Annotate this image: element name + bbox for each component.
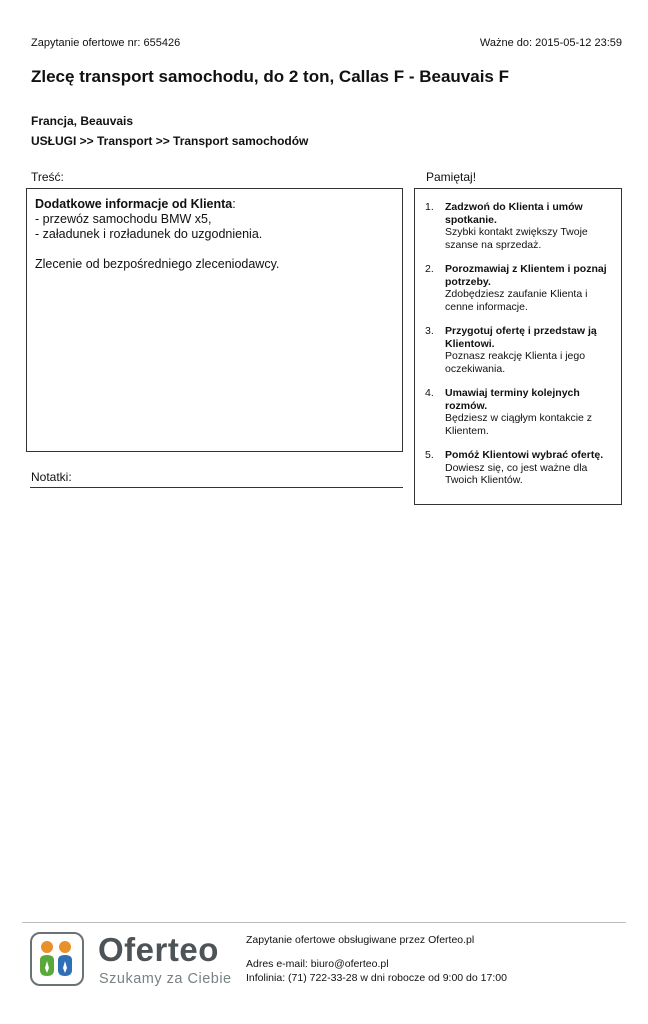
tip-number: 2. [425,263,434,275]
tip-item [425,387,611,437]
breadcrumb: USŁUGI >> Transport >> Transport samochodów [31,134,309,148]
tip-text: Dowiesz się, co jest ważne dla Twoich Klientów. [445,461,588,486]
tip-item [425,325,611,375]
request-number: Zapytanie ofertowe nr: 655426 [31,37,181,49]
page-title: Zlecę transport samochodu, do 2 ton, Callas F - Beauvais F [31,67,509,86]
tip-text: Szybki kontakt zwiększy Twoje szanse na sprzedaż. [445,226,588,251]
tip-number: 3. [425,325,434,337]
oferteo-logo [30,932,236,992]
content-heading-suffix: : [232,197,236,211]
tip-title: Przygotuj ofertę i przedstaw ją Klientowi. [445,325,597,350]
tip-text: Będziesz w ciągłym kontakcie z Klientem. [445,412,593,437]
tip-number: 4. [425,387,434,399]
content-note: Zlecenie od bezpośredniego zleceniodawcy. [35,257,280,271]
logo-tagline: Szukamy za Ciebie [99,971,232,987]
logo-people-icon [30,932,84,986]
content-heading: Dodatkowe informacje od Klienta [35,197,233,211]
tip-title: Zadzwoń do Klienta i umów spotkanie. [445,201,583,226]
tip-title: Porozmawiaj z Klientem i poznaj potrzeby. [445,263,607,288]
tip-item [425,449,611,487]
footer-hotline: Infolinia: (71) 722-33-28 w dni robocze od 9:00 do 17:00 [246,972,507,984]
tip-title: Pomóż Klientowi wybrać ofertę. [445,449,604,461]
content-label: Treść: [31,170,64,184]
tip-text: Zdobędziesz zaufanie Klienta i cenne informacje. [445,288,588,313]
tip-number: 1. [425,201,434,213]
tip-number: 5. [425,449,434,461]
tip-item [425,263,611,313]
footer-email: Adres e-mail: biuro@oferteo.pl [246,958,389,970]
content-line: - załadunek i rozładunek do uzgodnienia. [35,227,263,241]
location: Francja, Beauvais [31,114,134,128]
valid-until: Ważne do: 2015-05-12 23:59 [479,37,622,49]
remember-label: Pamiętaj! [426,170,477,184]
tip-text: Poznasz reakcję Klienta i jego oczekiwania. [445,350,586,375]
content-heading-line [35,197,394,212]
content-box [26,188,403,452]
logo-wordmark: Oferteo [98,931,219,968]
footer-served-by: Zapytanie ofertowe obsługiwane przez Oferteo.pl [246,934,475,946]
notes-line [30,487,403,488]
tip-item [425,201,611,251]
tip-title: Umawiaj terminy kolejnych rozmów. [445,387,580,412]
remember-box [414,188,622,505]
footer-divider [22,922,626,923]
content-line: - przewóz samochodu BMW x5, [35,212,212,226]
notes-label: Notatki: [31,470,72,484]
